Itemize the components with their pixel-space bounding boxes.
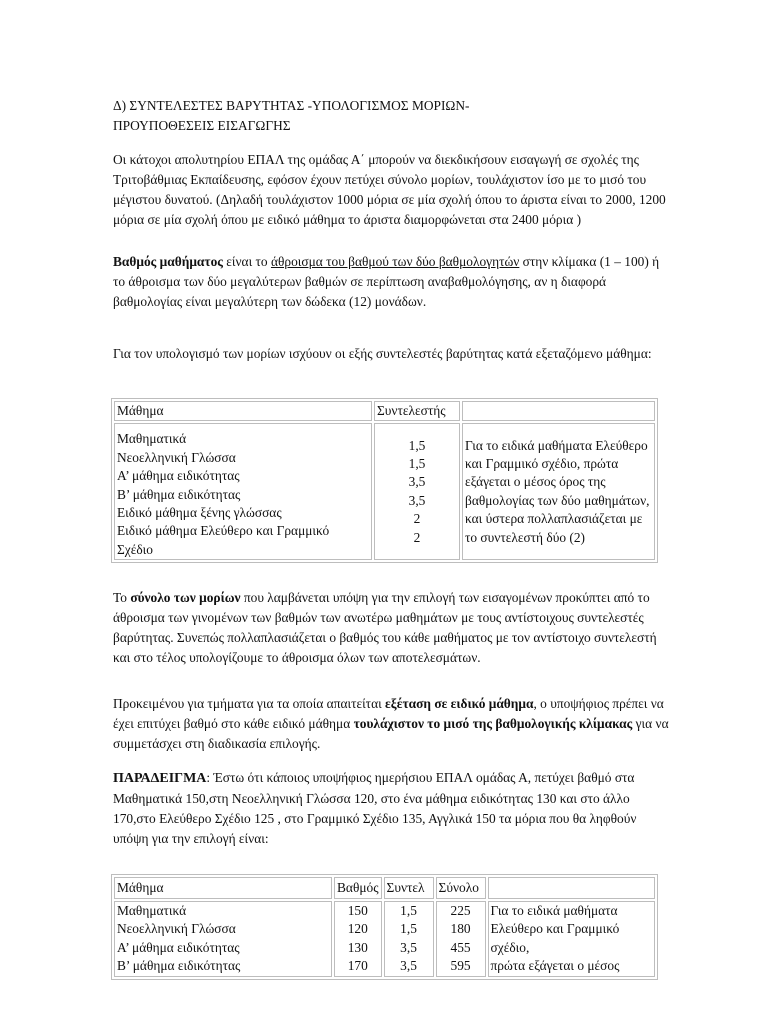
- subjects-cell: Μαθηματικά Νεοελληνική Γλώσσα Α’ μάθημα ειδικότητας Β’ μάθημα ειδικότητας: [114, 901, 332, 977]
- header-subject: Μάθημα: [114, 401, 372, 421]
- course-grade-text-2: στην κλίμακα (1 – 100) ή το άθροισμα των δύο μεγαλύτερων βαθμών σε περίπτωση αναβαθμολόγησης, αν η διαφορά βαθμολογίας είναι μεγαλύτερη των δώδεκα (12) μονάδων.: [113, 254, 660, 309]
- paragraph-coefficients-intro: Για τον υπολογισμό των μορίων ισχύουν οι εξής συντελεστές βαρύτητας κατά εξεταζόμενο μάθημα:: [113, 346, 652, 361]
- paragraph-special-exam: [113, 694, 673, 754]
- special-exam-text-3: για να συμμετάσχει στη διαδικασία επιλογής.: [113, 716, 669, 751]
- header-total: Σύνολο: [436, 877, 486, 899]
- special-exam-bold-1: εξέταση σε ειδικό μάθημα: [385, 696, 534, 711]
- section-title-line1: Δ) ΣΥΝΤΕΛΕΣΤΕΣ ΒΑΡΥΤΗΤΑΣ -ΥΠΟΛΟΓΙΣΜΟΣ ΜΟΡΙΩΝ-: [113, 98, 470, 113]
- coefficients-cell: 1,5 1,5 3,5 3,5 2 2: [374, 423, 460, 560]
- example-label: ΠΑΡΑΔΕΙΓΜΑ: [113, 771, 207, 786]
- header-coef: Συντελ: [384, 877, 434, 899]
- totals-cell: 225 180 455 595: [436, 901, 486, 977]
- note-cell: Για το ειδικά μαθήματα Ελεύθερο και Γραμμικό σχέδιο, πρώτα εξάγεται ο μέσος όρος της βαθμολογίας των δύο μαθημάτων, και ύστερα πολλαπλασιάζεται με το συντελεστή δύο (2): [462, 423, 655, 560]
- paragraph-total-points: [113, 588, 673, 668]
- special-exam-text-1: Προκειμένου για τμήματα για τα οποία απαιτείται: [113, 696, 386, 711]
- subjects-cell: Μαθηματικά Νεοελληνική Γλώσσα Α’ μάθημα ειδικότητας Β’ μάθημα ειδικότητας Ειδικό μάθημα ξένης γλώσσας Ειδικό μάθημα Ελεύθερο και Γραμμικό Σχέδιο: [114, 423, 372, 560]
- example-text: : Έστω ότι κάποιος υποψήφιος ημερήσιου ΕΠΑΛ ομάδας Α, πετύχει βαθμό στα Μαθηματικά 150,στη Νεοελληνική Γλώσσα 120, στο ένα μάθημα ειδικότητας 130 και στο άλλο 170,στο Ελεύθερο Σχέδιο 125 , στο Γραμμικό Σχέδιο 135, Αγγλικά 150 τα μόρια που θα ληφθούν υπόψη για την επιλογή είναι:: [113, 770, 637, 846]
- example-table: [111, 874, 658, 980]
- header-note: [488, 877, 655, 899]
- total-points-text-2: που λαμβάνεται υπόψη για την επιλογή των εισαγομένων προκύπτει από το άθροισμα των γινομένων των βαθμών των ανωτέρω μαθημάτων με τους αντίστοιχους συντελεστές βαρύτητας. Συνεπώς πολλαπλασιάζεται ο βαθμός του κάθε μαθήματος με τον αντίστοιχο συντελεστή και στο τέλος υπολογίζουμε το άθροισμα όλων των αποτελεσμάτων.: [113, 590, 657, 665]
- header-note: [462, 401, 655, 421]
- special-exam-bold-2: τουλάχιστον το μισό της βαθμολογικής κλίμακας: [353, 716, 633, 731]
- total-points-term: σύνολο των μορίων: [130, 590, 241, 605]
- course-grade-term: Βαθμός μαθήματος: [113, 254, 223, 269]
- section-title: [113, 96, 673, 136]
- total-points-text-1: Το: [113, 590, 131, 605]
- coefs-cell: 1,5 1,5 3,5 3,5: [384, 901, 434, 977]
- course-grade-underlined: άθροισμα του βαθμού των δύο βαθμολογητών: [270, 254, 520, 269]
- table-row: [114, 423, 655, 560]
- paragraph-course-grade: [113, 252, 673, 312]
- grades-cell: 150 120 130 170: [334, 901, 382, 977]
- table-row: [114, 901, 655, 977]
- table-header-row: [114, 401, 655, 421]
- section-title-line2: ΠΡΟΥΠΟΘΕΣΕΙΣ ΕΙΣΑΓΩΓΗΣ: [113, 118, 291, 133]
- paragraph-eligibility: Οι κάτοχοι απολυτηρίου ΕΠΑΛ της ομάδας Α΄ μπορούν να διεκδικήσουν εισαγωγή σε σχολές της Τριτοβάθμιας Εκπαίδευσης, εφόσον έχουν πετύχει σύνολο μορίων, τουλάχιστον ίσο με το μισό του μέγιστου δυνατού. (Δηλαδή τουλάχιστον 1000 μόρια σε μία σχολή όπου το άριστα είναι το 2000, 1200 μόρια σε μία σχολή όπου με ειδικό μάθημα το άριστα διαμορφώνεται στα 2400 μόρια ): [113, 152, 666, 227]
- header-grade: Βαθμός: [334, 877, 382, 899]
- paragraph-example: [113, 768, 673, 849]
- course-grade-text-1: είναι το: [222, 254, 271, 269]
- header-coefficient: Συντελεστής: [374, 401, 460, 421]
- note-cell: Για το ειδικά μαθήματα Ελεύθερο και Γραμμικό σχέδιο, πρώτα εξάγεται ο μέσος: [488, 901, 655, 977]
- table-header-row: [114, 877, 655, 899]
- header-subject: Μάθημα: [114, 877, 332, 899]
- special-exam-text-2: , ο υποψήφιος πρέπει να έχει επιτύχει βαθμό στο κάθε ειδικό μάθημα: [113, 696, 664, 731]
- coefficients-table: [111, 398, 658, 563]
